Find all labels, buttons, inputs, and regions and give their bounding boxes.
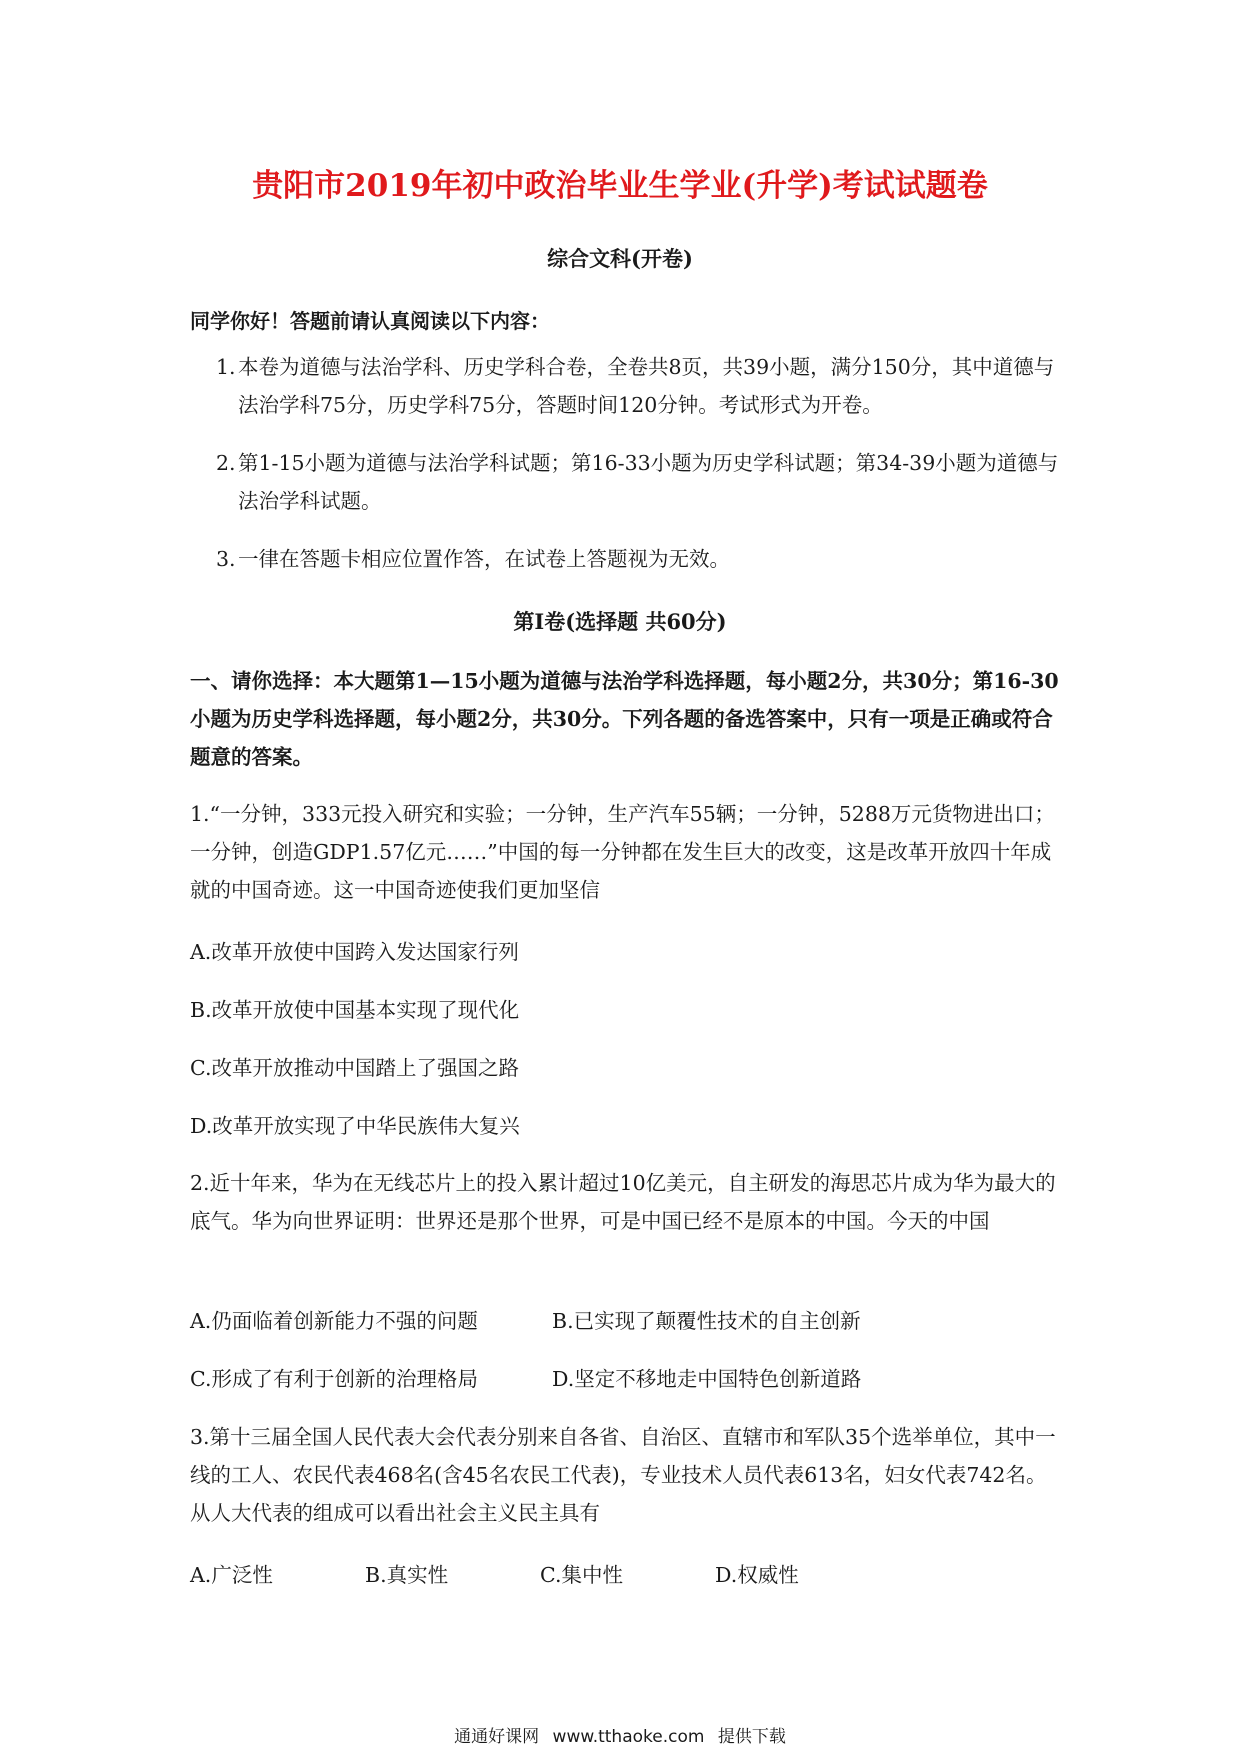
section-heading: 第Ⅰ卷(选择题 共60分) [513, 609, 727, 634]
footer-site-name: 通通好课网 [454, 1727, 540, 1747]
greeting: 同学你好！答题前请认真阅读以下内容： [190, 309, 550, 333]
question-option: A.仍面临着创新能力不强的问题 [190, 1309, 478, 1333]
page-title: 贵阳市2019年初中政治毕业生学业(升学)考试试题卷 [252, 168, 988, 204]
question-option: B.真实性 [365, 1563, 449, 1587]
notice-text: 一律在答题卡相应位置作答，在试卷上答题视为无效。 [238, 547, 730, 571]
notice-text: 本卷为道德与法治学科、历史学科合卷，全卷共8页，共39小题，满分150分，其中道德与法治学科75分，历史学科75分，答题时间120分钟。考试形式为开卷。 [238, 355, 1055, 417]
question-option: D.改革开放实现了中华民族伟大复兴 [190, 1114, 520, 1138]
question-option: C.改革开放推动中国踏上了强国之路 [190, 1056, 519, 1080]
notice-text: 第1-15小题为道德与法治学科试题；第16-33小题为历史学科试题；第34-39小题为道德与法治学科试题。 [238, 451, 1059, 513]
question-option: A.广泛性 [190, 1563, 273, 1587]
notice-item [216, 444, 1060, 520]
question-option: B.改革开放使中国基本实现了现代化 [190, 998, 520, 1022]
footer-note: 提供下载 [717, 1727, 786, 1747]
section-instruction: 一、请你选择：本大题第1—15小题为道德与法治学科选择题，每小题2分，共30分；第16-30小题为历史学科选择题，每小题2分，共30分。下列各题的备选答案中，只有一项是正确或符合题意的答案。 [190, 669, 1059, 769]
question-option: D.坚定不移地走中国特色创新道路 [552, 1367, 862, 1391]
footer-url[interactable]: www.tthaoke.com [552, 1727, 705, 1747]
question-option: C.集中性 [540, 1563, 623, 1587]
question-option: A.改革开放使中国跨入发达国家行列 [190, 940, 519, 964]
question-option: D.权威性 [715, 1563, 799, 1587]
notice-number: 2. [216, 451, 236, 475]
notice-number: 1. [216, 355, 236, 379]
notice-number: 3. [216, 547, 236, 571]
page-footer [0, 1722, 1240, 1747]
question-stem: 1.“一分钟，333元投入研究和实验；一分钟，生产汽车55辆；一分钟，5288万元货物进出口；一分钟，创造GDP1.57亿元……”中国的每一分钟都在发生巨大的改变，这是改革开放四十年成就的中国奇迹。这一中国奇迹使我们更加坚信 [190, 802, 1055, 902]
question-option: C.形成了有利于创新的治理格局 [190, 1367, 478, 1391]
notice-item [216, 540, 1060, 578]
page-subtitle: 综合文科(开卷) [547, 246, 693, 271]
question-stem: 3.第十三届全国人民代表大会代表分别来自各省、自治区、直辖市和军队35个选举单位，其中一线的工人、农民代表468名(含45名农民工代表)，专业技术人员代表613名，妇女代表742名。从人大代表的组成可以看出社会主义民主具有 [190, 1425, 1056, 1525]
question-option: B.已实现了颠覆性技术的自主创新 [552, 1309, 861, 1333]
notice-item [216, 348, 1060, 424]
question-stem: 2.近十年来，华为在无线芯片上的投入累计超过10亿美元，自主研发的海思芯片成为华为最大的底气。华为向世界证明：世界还是那个世界，可是中国已经不是原本的中国。今天的中国 [190, 1171, 1056, 1233]
